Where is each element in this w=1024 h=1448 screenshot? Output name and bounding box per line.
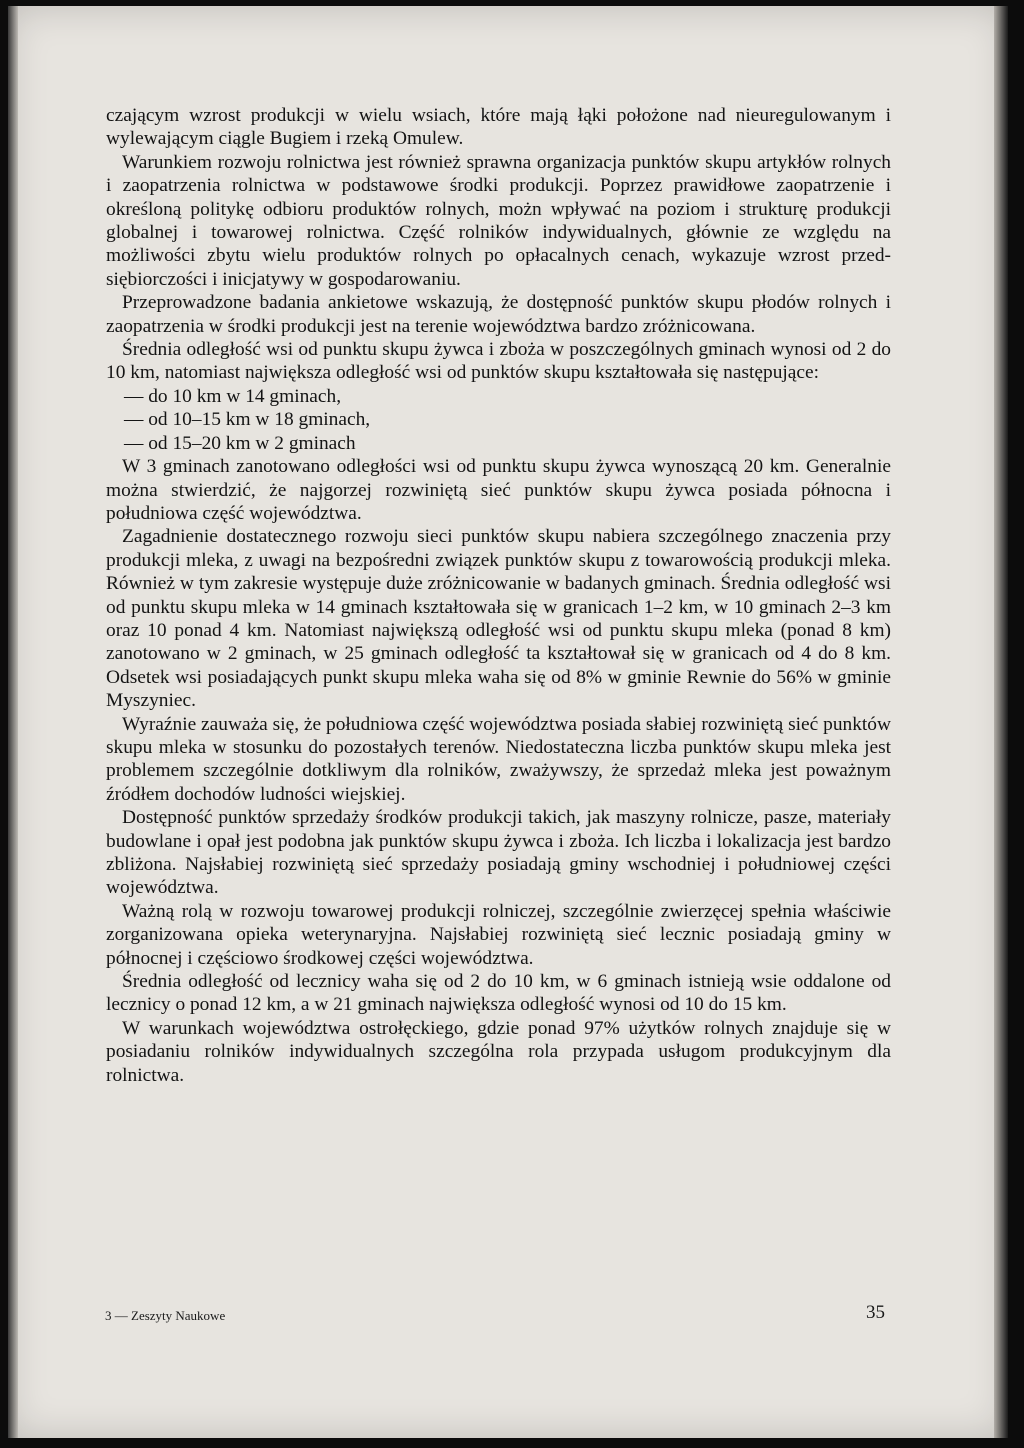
- paragraph: W 3 gminach zanotowano odległości wsi od punktu skupu żywca wynoszącą 20 km. Generalnie można stwierdzić, że najgorzej rozwiniętą sieć punktów skupu żywca posiada północna i południowa część województwa.: [106, 456, 891, 524]
- list-item: — do 10 km w 14 gminach,: [124, 385, 342, 407]
- paragraph: Wyraźnie zauważa się, że południowa część województwa posiada słabiej rozwiniętą sieć punktów skupu mleka w stosunku do pozostałych terenów. Niedostateczna liczba punktów skupu mleka jest problemem szczególnie dotkliwym dla rolników, zważywszy, że sprzedaż mleka jest poważnym źródłem dochodów ludności wiejskiej.: [106, 713, 891, 805]
- paragraph: Średnia odległość od lecznicy waha się od 2 do 10 km, w 6 gminach istnieją wsie oddalone od lecznicy o ponad 12 km, a w 21 gminach największa odległość wynosi od 10 do 15 km.: [106, 971, 891, 1016]
- paragraph: Ważną rolą w rozwoju towarowej produkcji rolniczej, szczególnie zwierzęcej spełnia właściwie zorganizowana opieka weterynaryjna. Najsłabiej rozwiniętą sieć lecznic posiadają gminy w północnej i częściowo środkowej części województwa.: [106, 900, 891, 969]
- paragraph: Średnia odległość wsi od punktu skupu żywca i zboża w poszczególnych gminach wynosi od 2 do 10 km, natomiast największa odległość wsi od punktów skupu kształtowała się następujące:: [106, 339, 891, 384]
- list-item: — od 15–20 km w 2 gminach: [124, 432, 356, 454]
- page-number: 35: [866, 1302, 885, 1323]
- paragraph: W warunkach województwa ostrołęckiego, gdzie ponad 97% użytków rolnych znajduje się w posiadaniu rolników indywidualnych szczególna rola przypada usługom produkcyjnym dla rolnictwa.: [106, 1017, 891, 1086]
- paragraph-continuation: czającym wzrost produkcji w wielu wsiach, które mają łąki położone nad nieuregulowanym i wylewającym ciągle Bugiem i rzeką Omulew.: [106, 105, 891, 150]
- page-left-edge-shadow: [8, 6, 18, 1438]
- footer-signature: 3 — Zeszyty Naukowe: [105, 1308, 226, 1323]
- paragraph: Warunkiem rozwoju rolnictwa jest również sprawna organizacja punktów skupu artykłów rolnych i zaopatrzenia rolnictwa w podstawowe środki produkcji. Poprzez prawidłowe zaopatrzenie i określoną politykę odbioru produktów rolnych, możn wpływać na poziom i strukturę produkcji globalnej i towarowej rolnictwa. Część rolników indywidualnych, głównie ze względu na możliwości zbytu wielu produktów rolnych po opłacalnych cenach, wykazuje wzrost przedsiębiorczości i inicjatywy w gospodarowaniu.: [106, 151, 891, 290]
- paragraph: Zagadnienie dostatecznego rozwoju sieci punktów skupu nabiera szczególnego znaczenia przy produkcji mleka, z uwagi na bezpośredni związek punktów skupu z towarowością produkcji mleka. Również w tym zakresie występuje duże zróżnicowanie w badanych gminach. Średnia odległość wsi od punktu skupu mleka w 14 gminach kształtowała się w granicach 1–2 km, w 10 gminach 2–3 km oraz 10 ponad 4 km. Natomiast największą odległość wsi od punktu skupu mleka (ponad 8 km) zanotowano w 2 gminach, w 25 gminach odległość ta kształtował się w granicach od 4 do 8 km. Odsetek wsi posiadających punkt skupu mleka waha się od 8% w gminie Rewnie do 56% w gminie Myszyniec.: [106, 526, 891, 712]
- page-right-edge-shadow: [994, 6, 1008, 1438]
- body-text: [106, 104, 891, 1087]
- paragraph: Przeprowadzone badania ankietowe wskazują, że dostępność punktów skupu płodów rolnych i zaopatrzenia w środki produkcji jest na terenie województwa bardzo zróżnicowana.: [106, 292, 891, 337]
- paragraph: Dostępność punktów sprzedaży środków produkcji takich, jak maszyny rolnicze, pasze, materiały budowlane i opał jest podobna jak punktów skupu żywca i zboża. Ich liczba i lokalizacja jest bardzo zbliżona. Najsłabiej rozwiniętą sieć sprzedaży posiadają gminy wschodniej i południowej części województwa.: [106, 807, 891, 899]
- list-item: — od 10–15 km w 18 gminach,: [124, 409, 371, 431]
